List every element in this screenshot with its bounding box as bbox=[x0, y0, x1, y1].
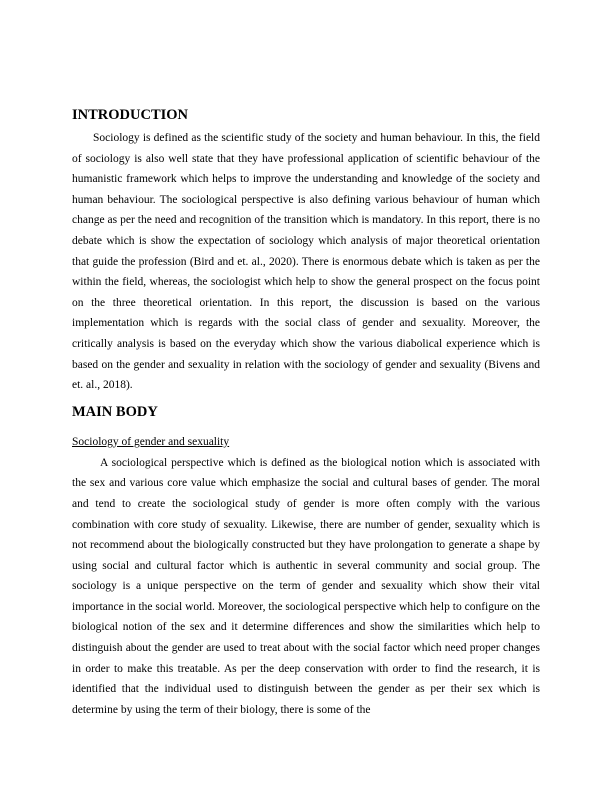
main-body-heading: MAIN BODY bbox=[72, 403, 158, 420]
document-page bbox=[72, 106, 540, 720]
introduction-paragraph: Sociology is defined as the scientific study of the society and human behaviour. In this, the field of sociology is also well state that they have professional application of scientific behaviour of the humanistic framework which helps to improve the understanding and knowledge of the society and human behaviour. The sociological perspective is also defining various behaviour of human which change as per the need and recognition of the transition which is mandatory. In this report, there is no debate which is show the expectation of sociology which analysis of major theoretical orientation that guide the profession (Bird and et. al., 2020). There is enormous debate which is taken as per the within the field, whereas, the sociologist which help to show the general prospect on the focus point on the three theoretical orientation. In this report, the discussion is based on the various implementation which is regards with the social class of gender and sexuality. Moreover, the critically analysis is based on the everyday which show the various diabolical experience which is based on the gender and sexuality in relation with the sociology of gender and sexuality (Bivens and et. al., 2018). bbox=[72, 132, 540, 392]
main-body-paragraph: A sociological perspective which is defined as the biological notion which is associated with the sex and various core value which emphasize the social and cultural bases of gender. The moral and tend to create the sociological study of gender is more often comply with the various combination with core study of sexuality. Likewise, there are number of gender, sexuality which is not recommend about the biologically constructed but they have prolongation to generate a shape by using social and cultural factor which is authentic in several community and social group. The sociology is a unique perspective on the term of gender and sexuality which show their vital importance in the social world. Moreover, the sociological perspective which help to configure on the biological notion of the sex and it determine differences and show the similarities which help to distinguish about the gender are used to treat about with the social factor which need proper changes in order to make this treatable. As per the deep conservation with order to find the research, it is identified that the individual used to distinguish between the gender as per their sex which is determine by using the term of their biology, there is some of the bbox=[72, 456, 540, 716]
section-subheading: Sociology of gender and sexuality bbox=[72, 435, 230, 448]
introduction-heading: INTRODUCTION bbox=[72, 107, 189, 123]
